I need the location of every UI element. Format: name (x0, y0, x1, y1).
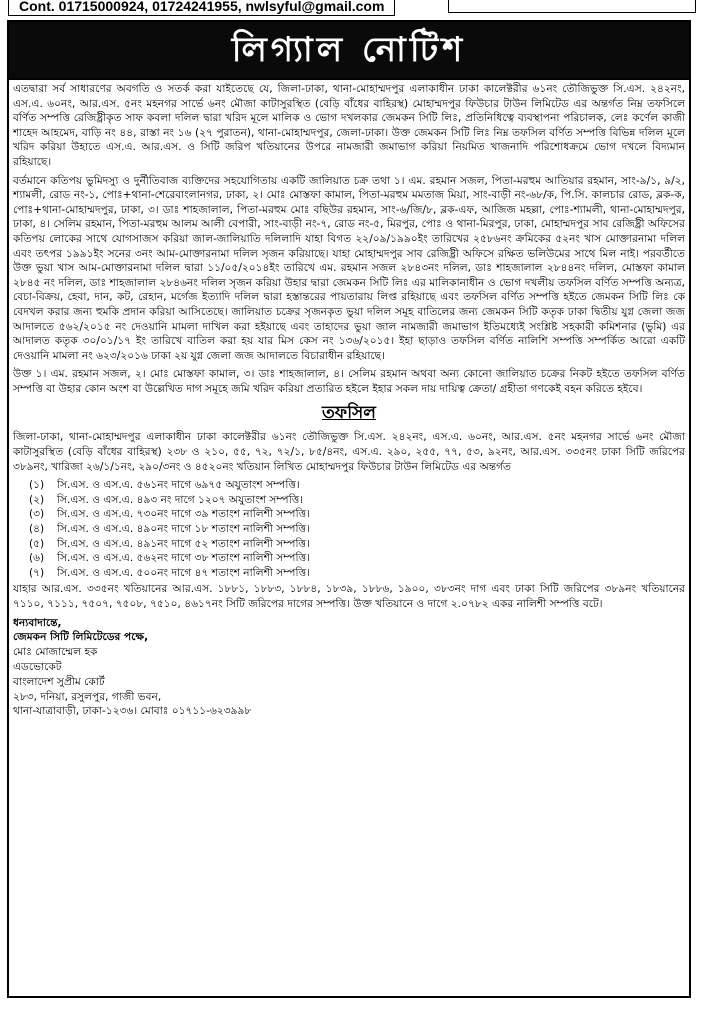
signature-name: মোঃ মোজাম্মেল হক (13, 646, 98, 659)
closing-text: যাহার আর.এস. ৩৩৫নং খতিয়ানের আর.এস. ১৮৮১, ১৮৮৩, ১৮৮৪, ১৮৩৯, ১৮৮৬, ১৯০০, ৩৮৩নং দাগ এবং ঢাকা সিটি জরিপের ৩৮৯নং খতিয়ানের ৭১১০, ৭১১১, ৭৫০৭, ৭৫০৮, ৭৫১০, ৪৬১৭নং সিটি জরিপের দাগের সম্পত্তি। উক্ত খতিয়ানে ও দাগে ২.০৭৮২ একর নালিশী সম্পত্তি বটে। (13, 583, 685, 610)
schedule-text: জিলা-ঢাকা, থানা-মোহাম্মদপুর এলাকাধীন ঢাকা কালেক্টরীর ৬১নং তৌজিভুক্ত সি.এস. ২৪২নং, এস.এ. ৬০নং, আর.এস. ৫নং মহনগর সার্ভে ৬নং মৌজা কাটাসুরস্থিত (বেড়ি বাঁধের বাহিরস্থ) ২৩৮ ও ২১০, ৫৫, ৭২, ৭২/১, ৮৫/৪নং, এস.এ. ২৯০, ২৫৫, ৭৭, ৫৩, ৯২নং, আর.এস. ৩৩৫নং ঢাকা সিটি জরিপের ৩৮৯নং, খারিজা ২৬/১/১নং, ২৯০/৩নং ও ৪৫২০নং খতিয়ান লিখিত মোহাম্মদপুর ফিউচার টাউন লিমিটেড এর অন্তর্গত (13, 431, 685, 473)
signature-address-1: ২৮৩, দনিয়া, রসুলপুর, গাজী ভবন, (13, 690, 162, 703)
list-item (29, 493, 685, 508)
schedule-list (29, 478, 685, 580)
list-item (29, 551, 685, 566)
notice-paragraph-2: বর্তমানে কতিপয় ভুমিদস্যু ও দুর্নীতিবাজ ব্যক্তিদের সহযোগিতায় একটি জালিয়াত চক্র তথা ১। এম. রহমান সজল, পিতা-মরহুম আতিয়ার রহমান, সাং-৯/১, ৯/২, শ্যামলী, রোড নং-১, পোঃ+থানা-শেরেবাংলানগর, ঢাকা, ২। মোঃ মোস্তফা কামাল, পিতা-মরহুম মমতাজ মিয়া, সাং-বাড়ী নং-৬৮/ক, পি.সি. কালচার রোড, ব্লক-ক, পোঃ+থানা-মোহাম্মদপুর, ঢাকা, ৩। ডাঃ শাহজালাল, পিতা-মরহুম মোঃ বছিউর রহমান, সাং-৬/জি/৮, ব্লক-এফ, আজিজ মহল্লা, পোঃ-শ্যামলী, থানা-মোহাম্মদপুর, ঢাকা, ৪। সেলিম রহমান, পিতা-মরহুম আলম আলী বেপারী, সাং-বাড়ী নং-৭, রোড নং-৫, মিরপুর, পোঃ ও থানা-মিরপুর, ঢাকা, মোহাম্মদপুর সাব রেজিষ্ট্রী অফিসের কতিপয় লোকের সাথে যোগসাজস করিয়া জাল-জালিয়াতি দলিলাদি যাহা বিগত ২২/০৯/১৯৯০ইং তারিখের ২৫৮৬নং ক্রমিকের ৫২নং খাস মোক্তারনামা দলিল এবং তৎপর ১৯৯১ইং সনের ৩নং আম-মোক্তারনামা দলিল সৃজন করিয়াছে। যাহা মোহাম্মদপুর সাব রেজিষ্ট্রী অফিসে রক্ষিত ভলিউমের সাথে মিল নাই। পরবর্তীতে উক্ত ভুয়া খাস আম-মোক্তারনামা দলিল দ্বারা ১১/০৫/২০১৪ইং তারিখে এম. রহমান সজল ২৮৪৩নং দলিল, ডাঃ শাহজালাল ২৮৪৪নং দলিল, মোস্তফা কামাল ২৮৪৫ নং দলিল, ডাঃ শাহজালাল ২৮৪৬নং দলিল সৃজন করিয়া উহার দ্বারা জেমকন সিটি লিঃ এর মালিকানাধীন ও ভোগ দখলীয় তফসিল বর্ণিত সম্পত্তি অন্যত্র, বেচা-বিক্রয়, হেবা, দান, কট, রেহান, মর্গেজ ইত্যাদি দলিল দ্বারা হস্তান্তরের পায়তারায় লিপ্ত রহিয়াছে এবং তফসিল বর্ণিত সম্পত্তি হইতে জেমকন সিটি লিঃ কে বেদখল করার জন্য হুমকি প্রদান করিয়া আসিতেছে। জালিয়াত চক্রের সৃজনকৃত ভুয়া দলিল সমূহ বাতিলের জন্য জেমকন সিটি কতৃক ঢাকা দ্বিতীয় যুগ্ন জেলা জজ আদালতে ৫৬২/২০১৫ নং দেওয়ানি মামলা দাখিল করা হইয়াছে এবং তাহাদের ভুয়া জাল নামজারী জমাভাগ ইতিমধ্যেই সংশ্লিষ্ট সহকারী কমিশনার (ভুমি) এর আদালত কতৃক ৩০/০১/১৭ ইং তারিখে বাতিল করা হয় যার মিস কেস নং ১৩৬/২০১৫। ইহা ছাড়াও তফসিল বর্ণিত নালিশি সম্পত্তি সম্পর্কিত আরো একটি দেওয়ানি মামলা নং ৬২৩/২০১৬ ঢাকা ২য় যুগ্ন জেলা জজ আদালতে বিচারাধীন রহিয়াছে। (13, 174, 685, 362)
item-number: (২) (29, 493, 45, 506)
signature-block (13, 616, 685, 720)
item-text: সি.এস. ও এস.এ. ৫০০নং দাগে ৪৭ শতাংশ নালিশী সম্পত্তি। (57, 566, 310, 579)
list-item (29, 566, 685, 581)
item-text: সি.এস. ও এস.এ. ৪৯১নং দাগে ৫২ শতাংশ নালিশী সম্পত্তি। (57, 537, 310, 550)
contact-info: Cont. 01715000924, 01724241955, nwlsyful@gmail.com (8, 0, 395, 16)
item-text: সি.এস. ও এস.এ. ৫৬২নং দাগে ৩৮ শতাংশ নালিশী সম্পত্তি। (57, 552, 310, 565)
adjacent-ad-box (448, 0, 696, 13)
signature-address-2: থানা-যাত্রাবাড়ী, ঢাকা-১২৩৬। মোবাঃ ০১৭১১-৬২৩৯৯৮ (13, 705, 252, 718)
item-text: সি.এস. ও এস.এ. ৫৬১নং দাগে ৬৯৭৫ অযুতাংশ সম্পত্তি। (57, 479, 300, 492)
item-text: সি.এস. ও এস.এ. ৪৯০নং দাগে ১৮ শতাংশ নালিশী সম্পত্তি। (57, 523, 310, 536)
item-number: (৫) (29, 537, 45, 550)
schedule-heading-wrap (13, 400, 685, 428)
signature-court: বাংলাদেশ সুপ্রীম কোর্ট (13, 675, 105, 688)
item-number: (৩) (29, 508, 45, 521)
signature-on-behalf: জেমকন সিটি লিমিটেডের পক্ষে, (13, 631, 149, 644)
item-number: (৪) (29, 523, 45, 536)
list-item (29, 478, 685, 493)
signature-thanks: ধন্যবাদান্তে, (13, 616, 62, 629)
list-item (29, 507, 685, 522)
item-number: (৭) (29, 566, 45, 579)
list-item (29, 537, 685, 552)
item-number: (৬) (29, 552, 45, 565)
item-text: সি.এস. ও এস.এ. ৭৩০নং দাগে ৩৯ শতাংশ নালিশী সম্পত্তি। (57, 508, 310, 521)
notice-paragraph-3: উক্ত ১। এম. রহমান সজল, ২। মোঃ মোস্তফা কামাল, ৩। ডাঃ শাহজালাল, ৪। সেলিম রহমান অথবা অন্য কোনো জালিয়াত চক্রের নিকট হইতে তফসিল বর্ণিত সম্পত্তি বা উহার কোন অংশ বা উল্লেখিত দাগ সমূহে জমি খরিদ করিয়া প্রতারিত হইলে ইহার সকল দায় দায়িত্ব ক্রেতা/ গ্রহীতা গণকেই বহন করিতে হইবে। (13, 368, 685, 395)
top-strip (0, 0, 702, 18)
legal-notice (7, 20, 691, 998)
notice-paragraph-1: এতদ্বারা সর্ব সাধারণের অবগতি ও সতর্ক করা যাইতেছে যে, জিলা-ঢাকা, থানা-মোহাম্মদপুর এলাকাধীন ঢাকা কালেক্টরীর ৬১নং তৌজিভুক্ত সি.এস. ২৪২নং, এস.এ. ৬০নং, আর.এস. ৫নং মহনগর সার্ভে ৬নং মৌজা কাটাসুরস্থিত (বেড়ি বাঁধের বাহিরস্থ) মোহাম্মদপুর ফিউচার টাউন লিমিটেড এর অন্তর্গত নিম্ন তফসিলে বর্ণিত সম্পত্তি রেজিষ্ট্রীকৃত সাফ কবলা দলিল দ্বারা খরিদ মূলে মালিক ও ভোগ দখলকার জেমকন সিটি লিঃ, প্রতিনিধিত্বে ব্যবস্থাপনা পরিচালক, লেঃ কর্ণেল কাজী শাহেদ আহমেদ, বাড়ি নং ৪৪, রাস্তা নং ১৬ (২৭ পুরাতন), থানা-মোহাম্মদপুর, জেলা-ঢাকা। উক্ত জেমকন সিটি লিঃ নিম্ন তফসিল বর্ণিত সম্পত্তি বিভিন্ন দলিল মূলে খরিদ করিয়া উহাতে এস.এ. আর.এস. ও সিটি জরিপ খতিয়ানের উপরে নামজারী জমাভাগ করিয়া নিয়মিত খাজনাদি পরিশোধক্রমে ভোগ দখলে বিদ্যমান রহিয়াছে। (13, 83, 685, 168)
item-text: সি.এস. ও এস.এ. ৪৯৩ নং দাগে ১২০৭ অযুতাংশ সম্পত্তি। (57, 493, 304, 506)
schedule-heading: তফসিল (322, 403, 376, 424)
notice-title: লিগ্যাল নোটিশ (9, 22, 689, 80)
signature-designation: এডভোকেট (13, 660, 62, 673)
item-number: (১) (29, 479, 45, 492)
list-item (29, 522, 685, 537)
